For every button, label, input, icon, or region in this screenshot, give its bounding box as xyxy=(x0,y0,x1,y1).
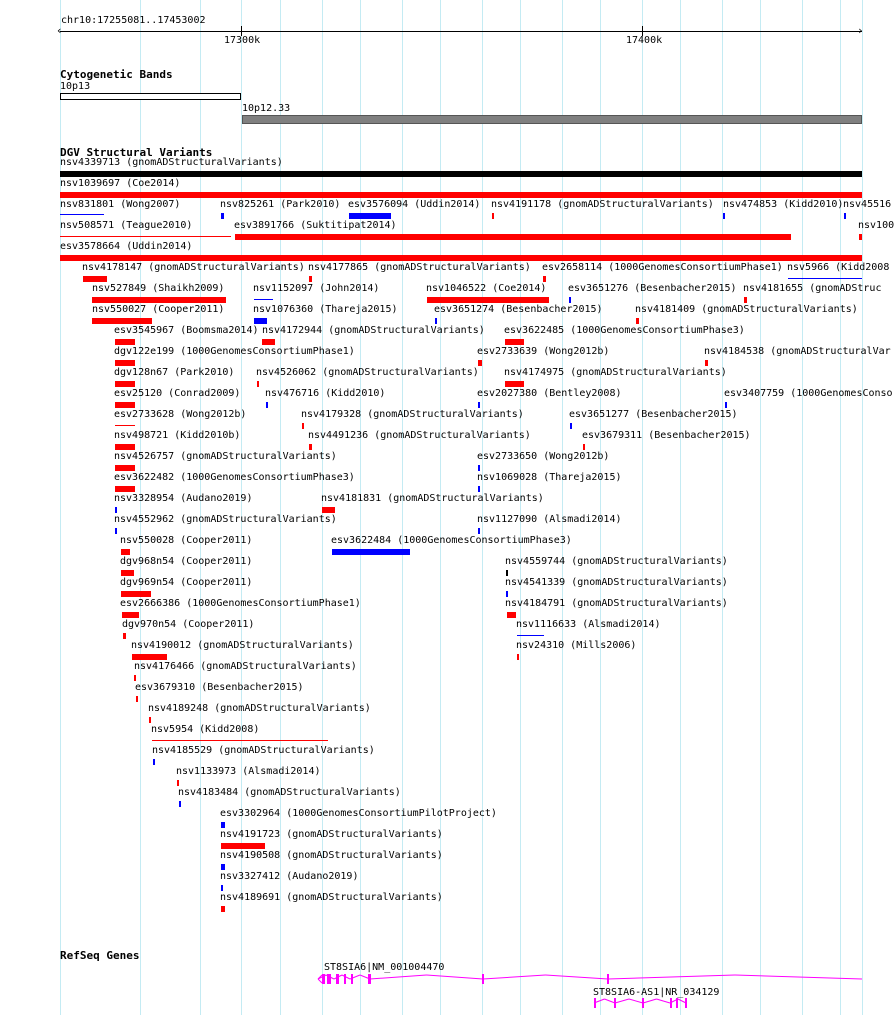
variant-label: esv3651277 (Besenbacher2015) xyxy=(569,409,738,420)
variant-label: nsv45516 xyxy=(843,199,892,210)
variant-label: nsv1039697 (Coe2014) xyxy=(60,178,181,189)
variant-label: nsv4541339 (gnomADStructuralVariants) xyxy=(505,577,728,588)
variant-label: esv2658114 (1000GenomesConsortiumPhase1) xyxy=(542,262,783,273)
variant-label: dgv970n54 (Cooper2011) xyxy=(122,619,255,630)
variant-label: nsv1076360 (Thareja2015) xyxy=(253,304,398,315)
variant-label: esv3651274 (Besenbacher2015) xyxy=(434,304,603,315)
variant-label: esv3545967 (Boomsma2014) xyxy=(114,325,259,336)
variant-label: esv2733628 (Wong2012b) xyxy=(114,409,247,420)
variant-label: nsv4178147 (gnomADStructuralVariants) xyxy=(82,262,305,273)
variant-label: nsv4190508 (gnomADStructuralVariants) xyxy=(220,850,443,861)
variant-label: esv3679310 (Besenbacher2015) xyxy=(135,682,304,693)
variant-label: nsv4190012 (gnomADStructuralVariants) xyxy=(131,640,354,651)
variant-label: nsv825261 (Park2010) xyxy=(220,199,341,210)
refseq-track-title: RefSeq Genes xyxy=(60,949,140,962)
variant-label: esv3302964 (1000GenomesConsortiumPilotProject) xyxy=(220,808,497,819)
cytoband-track-title: Cytogenetic Bands xyxy=(60,68,173,81)
ruler-tick-label: 17400k xyxy=(626,35,663,46)
variant-label: esv3651276 (Besenbacher2015) xyxy=(568,283,737,294)
variant-label: nsv474853 (Kidd2010) xyxy=(723,199,844,210)
variant-label: nsv4339713 (gnomADStructuralVariants) xyxy=(60,157,283,168)
variant-label: esv3622485 (1000GenomesConsortiumPhase3) xyxy=(504,325,745,336)
gene-label: ST8SIA6-AS1|NR_034129 xyxy=(593,987,720,998)
variant-label: esv2666386 (1000GenomesConsortiumPhase1) xyxy=(120,598,361,609)
variant-label: nsv3327412 (Audano2019) xyxy=(220,871,359,882)
variant-label: nsv4526757 (gnomADStructuralVariants) xyxy=(114,451,337,462)
variant-label: nsv4176466 (gnomADStructuralVariants) xyxy=(134,661,357,672)
variant-label: esv2027380 (Bentley2008) xyxy=(477,388,622,399)
variant-label: nsv1116633 (Alsmadi2014) xyxy=(516,619,661,630)
variant-label: nsv4184791 (gnomADStructuralVariants) xyxy=(505,598,728,609)
variant-label: nsv527849 (Shaikh2009) xyxy=(92,283,225,294)
variant-label: nsv4181831 (gnomADStructuralVariants) xyxy=(321,493,544,504)
variant-label: nsv1069028 (Thareja2015) xyxy=(477,472,622,483)
variant-label: nsv1152097 (John2014) xyxy=(253,283,380,294)
variant-label: nsv24310 (Mills2006) xyxy=(516,640,637,651)
variant-label: dgv969n54 (Cooper2011) xyxy=(120,577,253,588)
variant-label: esv2733650 (Wong2012b) xyxy=(477,451,610,462)
variant-label: nsv550028 (Cooper2011) xyxy=(120,535,253,546)
variant-label: nsv508571 (Teague2010) xyxy=(60,220,193,231)
variant-label: nsv4189691 (gnomADStructuralVariants) xyxy=(220,892,443,903)
region-label: chr10:17255081..17453002 xyxy=(61,15,206,26)
variant-label: esv3578664 (Uddin2014) xyxy=(60,241,193,252)
variant-label: nsv4181655 (gnomADStruc xyxy=(743,283,882,294)
variant-label: nsv4184538 (gnomADStructuralVar xyxy=(704,346,891,357)
variant-label: nsv4183484 (gnomADStructuralVariants) xyxy=(178,787,401,798)
variant-label: nsv4526062 (gnomADStructuralVariants) xyxy=(256,367,479,378)
ruler-right-arrow[interactable]: › xyxy=(857,24,864,37)
gene-st8sia6[interactable] xyxy=(318,974,862,984)
variant-label: nsv1127090 (Alsmadi2014) xyxy=(477,514,622,525)
variant-label: esv3407759 (1000GenomesConso xyxy=(724,388,893,399)
variant-label: nsv5954 (Kidd2008) xyxy=(151,724,260,735)
variant-label: nsv4552962 (gnomADStructuralVariants) xyxy=(114,514,337,525)
variant-label: nsv4172944 (gnomADStructuralVariants) xyxy=(262,325,485,336)
variant-label: nsv4177865 (gnomADStructuralVariants) xyxy=(308,262,531,273)
variant-label: nsv498721 (Kidd2010b) xyxy=(114,430,241,441)
variant-label: esv2733639 (Wong2012b) xyxy=(477,346,610,357)
variant-label: nsv4191178 (gnomADStructuralVariants) xyxy=(491,199,714,210)
variant-label: esv25120 (Conrad2009) xyxy=(114,388,241,399)
gene-st8sia6-as1[interactable] xyxy=(594,998,687,1008)
variant-label: esv3679311 (Besenbacher2015) xyxy=(582,430,751,441)
variant-label: nsv1046522 (Coe2014) xyxy=(426,283,547,294)
dgv-track-title: DGV Structural Variants xyxy=(60,146,213,159)
variant-label: esv3622484 (1000GenomesConsortiumPhase3) xyxy=(331,535,572,546)
variant-label: nsv4185529 (gnomADStructuralVariants) xyxy=(152,745,375,756)
variant-label: esv3622482 (1000GenomesConsortiumPhase3) xyxy=(114,472,355,483)
variant-label: dgv122e199 (1000GenomesConsortiumPhase1) xyxy=(114,346,355,357)
variant-label: dgv968n54 (Cooper2011) xyxy=(120,556,253,567)
variant-label: nsv5966 (Kidd2008 xyxy=(787,262,890,273)
variant-label: nsv4559744 (gnomADStructuralVariants) xyxy=(505,556,728,567)
ruler-left-arrow[interactable]: ‹ xyxy=(56,24,63,37)
variant-label: nsv4491236 (gnomADStructuralVariants) xyxy=(308,430,531,441)
variant-label: nsv550027 (Cooper2011) xyxy=(92,304,225,315)
variant-label: nsv831801 (Wong2007) xyxy=(60,199,181,210)
variant-label: nsv4191723 (gnomADStructuralVariants) xyxy=(220,829,443,840)
variant-label: nsv4179328 (gnomADStructuralVariants) xyxy=(301,409,524,420)
variant-label: esv3891766 (Suktitipat2014) xyxy=(234,220,397,231)
gene-label: ST8SIA6|NM_001004470 xyxy=(324,962,445,973)
variant-label: nsv4189248 (gnomADStructuralVariants) xyxy=(148,703,371,714)
variant-label: nsv476716 (Kidd2010) xyxy=(265,388,386,399)
variant-label: nsv100 xyxy=(858,220,894,231)
variant-label: dgv128n67 (Park2010) xyxy=(114,367,235,378)
variant-label: nsv1133973 (Alsmadi2014) xyxy=(176,766,321,777)
variant-label: nsv3328954 (Audano2019) xyxy=(114,493,253,504)
cytoband-label: 10p12.33 xyxy=(242,103,291,114)
variant-label: nsv4174975 (gnomADStructuralVariants) xyxy=(504,367,727,378)
variant-label: esv3576094 (Uddin2014) xyxy=(348,199,481,210)
cytoband-label: 10p13 xyxy=(60,81,91,92)
ruler-tick-label: 17300k xyxy=(224,35,261,46)
variant-label: nsv4181409 (gnomADStructuralVariants) xyxy=(635,304,858,315)
